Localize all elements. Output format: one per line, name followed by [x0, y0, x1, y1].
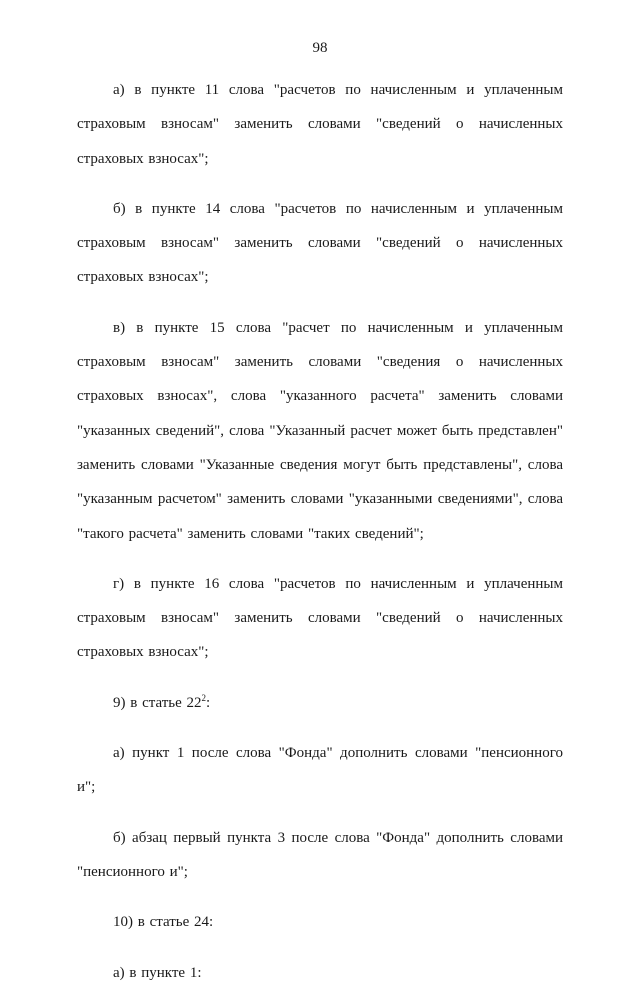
- paragraph-article-22-heading: [77, 686, 563, 720]
- paragraph-item-g: г) в пункте 16 слова "расчетов по начисленным и уплаченным страховым взносам" заменить словами "сведений о начисленных страховых взносах";: [77, 575, 563, 661]
- article-22-prefix: 9) в статье 22: [113, 694, 202, 711]
- paragraph-item-a: а) в пункте 11 слова "расчетов по начисленным и уплаченным страховым взносам" заменить словами "сведений о начисленных страховых взносах";: [77, 82, 563, 167]
- article-22-suffix: :: [206, 694, 211, 711]
- paragraph-article-24-heading: 10) в статье 24:: [113, 914, 214, 931]
- paragraph-item-b: б) в пункте 14 слова "расчетов по начисленным и уплаченным страховым взносам" заменить словами "сведений о начисленных страховых взносах";: [77, 200, 563, 286]
- document-body: [77, 73, 563, 1006]
- paragraph-22-item-b: б) абзац первый пункта 3 после слова "Фонда" дополнить словами "пенсионного и";: [77, 829, 563, 880]
- article-22-superscript: 2: [201, 692, 207, 703]
- paragraph-24-item-a: а) в пункте 1:: [113, 964, 202, 981]
- paragraph-22-item-a: а) пункт 1 после слова "Фонда" дополнить словами "пенсионного и";: [77, 745, 563, 796]
- paragraph-item-v: в) в пункте 15 слова "расчет по начисленным и уплаченным страховым взносам" заменить словами "сведения о начисленных страховых взносах", слова "указанного расчета" заменить словами "указанных сведений", слова "Указанный расчет может быть представлен" заменить словами "Указанные сведения могут быть представлены", слова "указанным расчетом" заменить словами "указанными сведениями", слова "такого расчета" заменить словами "таких сведений";: [77, 319, 563, 542]
- page-number: 98: [312, 40, 328, 56]
